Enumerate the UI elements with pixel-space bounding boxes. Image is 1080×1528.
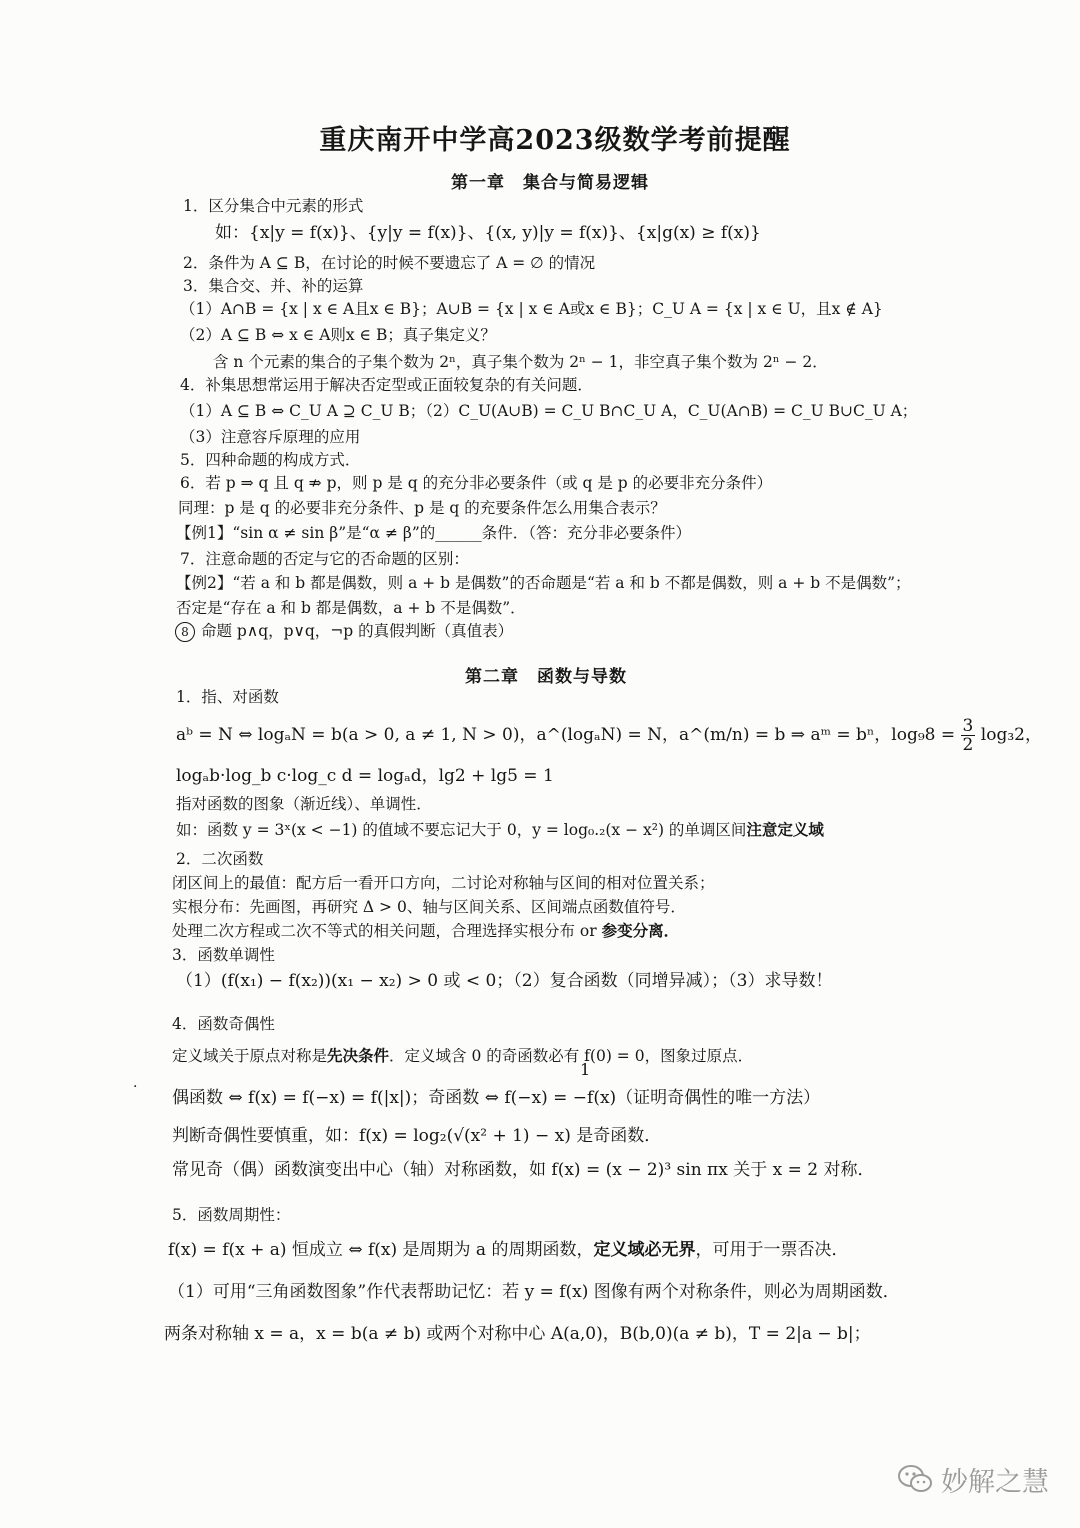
text-line: （3）注意容斥原理的应用 [180,428,361,446]
log-formula-a: aᵇ = N ⇔ logₐN = b(a > 0, a ≠ 1, N > 0)，a^(logₐN) = N，a^(m/n) = b ⇒ aᵐ = bⁿ，log₉8 = [176,725,956,745]
text-segment: f(x) = f(x + a) 恒成立 ⇔ f(x) 是周期为 a 的周期函数， [168,1240,594,1260]
text-line: 3．集合交、并、补的运算 [183,277,364,295]
text-line: （2）A ⊆ B ⇔ x ∈ A则x ∈ B；真子集定义？ [180,326,496,344]
section-title: 5．函数周期性： [172,1206,291,1224]
text-line [176,820,824,840]
text-segment: ．定义域含 0 的奇函数必有 f(0) = 0，图象过原点． [389,1047,754,1065]
text-line: 常见奇（偶）函数演变出中心（轴）对称函数，如 f(x) = (x − 2)³ sin πx 关于 x = 2 对称． [172,1160,875,1180]
watermark-text: 妙解之慧 [941,1466,1049,1498]
text-line [176,717,1042,754]
text-line: 同理：p 是 q 的必要非充分条件、p 是 q 的充要条件怎么用集合表示？ [178,499,666,517]
emphasis-text: 注意定义域 [746,820,824,839]
text-line: 2．条件为 A ⊆ B，在讨论的时候不要遗忘了 A = ∅ 的情况 [183,254,596,272]
section-title: 1．指、对函数 [176,688,279,706]
text-line: （1）A ⊆ B ⇔ C_U A ⊇ C_U B；（2）C_U(A∪B) = C_U B∩C_U A，C_U(A∩B) = C_U B∪C_U A； [180,402,918,420]
wechat-icon [897,1464,933,1494]
text-line: 判断奇偶性要慎重，如：f(x) = log₂(√(x² + 1) − x) 是奇函数． [172,1126,662,1146]
section-title: 2．二次函数 [176,850,264,868]
fraction-denominator: 2 [962,735,974,755]
text-line: 两条对称轴 x = a，x = b(a ≠ b) 或两个对称中心 A(a,0)，B(b,0)(a ≠ b)，T = 2|a − b|； [164,1324,871,1344]
text-line: 1．区分集合中元素的形式 [183,197,364,215]
text-line: 指对函数的图象（渐近线）、单调性． [176,795,432,813]
emphasis-text: 先决条件 [327,1046,390,1065]
text-line: 【例2】“若 a 和 b 都是偶数，则 a + b 是偶数”的否命题是“若 a 和 b 不都是偶数，则 a + b 不是偶数”； [176,574,911,592]
text-segment: 定义域关于原点对称是 [172,1047,328,1065]
text-line: 否定是“存在 a 和 b 都是偶数，a + b 不是偶数”． [176,599,526,617]
text-segment: 处理二次方程或二次不等式的相关问题，合理选择实根分布 or [172,922,602,940]
text-line: 实根分布：先画图，再研究 Δ > 0、轴与区间关系、区间端点函数值符号． [172,898,686,916]
emphasis-text: 参变分离． [601,921,680,940]
text-line: logₐb·log_b c·log_c d = logₐd，lg2 + lg5 = 1 [176,766,554,786]
text-line: 闭区间上的最值：配方后一看开口方向，二讨论对称轴与区间的相对位置关系； [172,874,715,892]
text-line [168,1240,848,1260]
text-line [172,921,679,941]
text-line: 含 n 个元素的集合的子集个数为 2ⁿ，真子集个数为 2ⁿ − 1，非空真子集个数为 2ⁿ − 2． [213,353,828,371]
text-line: 7．注意命题的否定与它的否命题的区别： [180,550,469,568]
watermark [897,1458,1049,1500]
text-line: （1）(f(x₁) − f(x₂))(x₁ − x₂) > 0 或 < 0；（2）复合函数（同增异减）；（3）求导数！ [176,971,833,991]
circled-number-8: 8 [175,622,195,642]
fraction-numerator: 3 [962,716,974,736]
emphasis-text: 定义域必无界 [593,1240,696,1260]
text-line [172,1046,753,1066]
log-formula-b: log₃2， [980,725,1042,745]
text-line: 如：{x|y = f(x)}、{y|y = f(x)}、{(x, y)|y = f(x)}、{x|g(x) ≥ f(x)} [215,223,761,243]
text-segment: ，可用于一票否决． [695,1240,849,1260]
section-title: 4．函数奇偶性 [172,1015,275,1033]
text-line: 【例1】“sin α ≠ sin β”是“α ≠ β”的______条件．（答：充分非必要条件） [176,524,691,542]
text-line: 6．若 p ⇒ q 且 q ⇏ p，则 p 是 q 的充分非必要条件（或 q 是 p 的必要非充分条件） [180,474,773,492]
text-line: （1）可用“三角函数图象”作代表帮助记忆：若 y = f(x) 图像有两个对称条件，则必为周期函数． [168,1282,900,1302]
page-title: 重庆南开中学高2023级数学考前提醒 [319,125,791,156]
item-8-text: 命题 p∧q，p∨q，¬p 的真假判断（真值表） [201,622,514,640]
fraction [961,717,976,754]
example-text: 如：函数 y = 3ˣ(x < −1) 的值域不要忘记大于 0，y = log₀.₂(x − x²) 的单调区间 [176,821,747,839]
text-line [175,621,513,642]
text-line: 4．补集思想常运用于解决否定型或正面较复杂的有关问题． [180,376,593,394]
text-line: （1）A∩B = {x | x ∈ A且x ∈ B}；A∪B = {x | x ∈ A或x ∈ B}；C_U A = {x | x ∈ U，且x ∉ A} [180,300,883,318]
page-number: 1 [580,1060,591,1079]
scan-speck: · [133,1079,138,1095]
text-line: 5．四种命题的构成方式． [180,451,361,469]
chapter-2-heading: 第二章 函数与导数 [465,667,627,687]
chapter-1-heading: 第一章 集合与简易逻辑 [451,173,649,193]
section-title: 3．函数单调性 [172,946,275,964]
text-line: 偶函数 ⇔ f(x) = f(−x) = f(|x|)；奇函数 ⇔ f(−x) = −f(x)（证明奇偶性的唯一方法） [172,1088,821,1108]
